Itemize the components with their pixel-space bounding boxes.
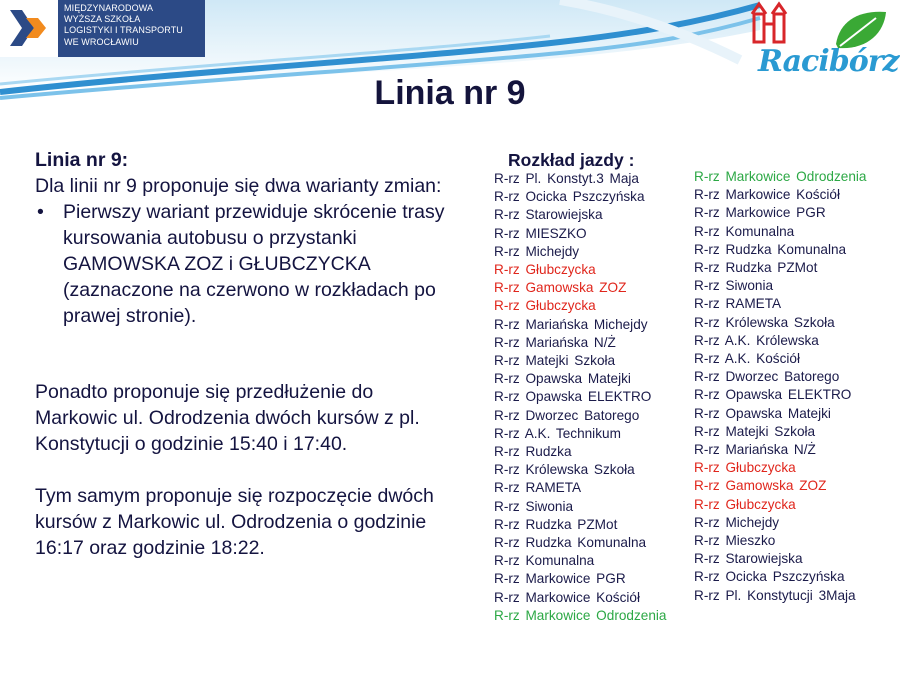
list-item: R-rz Dworzec Batorego (694, 369, 840, 385)
university-line: WYŻSZA SZKOŁA (64, 14, 141, 25)
university-line: WE WROCŁAWIU (64, 36, 139, 47)
list-item: R-rz Starowiejska (694, 551, 803, 567)
list-item: R-rz MIESZKO (494, 225, 587, 241)
list-item: R-rz Opawska ELEKTRO (694, 387, 852, 403)
list-item: R-rz Królewska Szkoła (494, 462, 635, 478)
list-item (35, 199, 455, 329)
list-item: R-rz Starowiejska (494, 207, 603, 223)
university-logo (0, 0, 205, 57)
list-item: R-rz Rudzka (494, 444, 572, 460)
list-item: R-rz Rudzka Komunalna (694, 241, 847, 257)
list-item: R-rz A.K. Królewska (694, 332, 819, 348)
description-intro: Dla linii nr 9 proponuje się dwa warianty zmian: (35, 175, 442, 197)
variant-text: Pierwszy wariant przewiduje skrócenie trasy kursowania autobusu o przystanki GAMOWSKA ZOZ i GŁUBCZYCKA (zaznaczone na czerwono w rozkładach po prawej stronie). (63, 201, 445, 327)
page-title: Linia nr 9 (374, 74, 526, 112)
list-item: R-rz Gamowska ZOZ (694, 478, 827, 494)
list-item: R-rz Głubczycka (494, 298, 596, 314)
city-logo-text: Racibórz (758, 44, 899, 79)
list-item: R-rz Pl. Konstytucji 3Maja (694, 587, 856, 603)
list-item: R-rz Mariańska N/Ż (694, 442, 816, 458)
list-item: R-rz Mariańska Michejdy (494, 316, 648, 332)
list-item: R-rz Głubczycka (694, 496, 796, 512)
list-item: R-rz Markowice Kościół (694, 187, 841, 203)
list-item: R-rz Siwonia (694, 278, 774, 294)
list-item: R-rz Głubczycka (494, 262, 596, 278)
list-item: R-rz Opawska Matejki (694, 405, 831, 421)
list-item: R-rz Opawska Matejki (494, 371, 631, 387)
list-item: R-rz Markowice PGR (494, 571, 626, 587)
list-item: R-rz Mieszko (694, 533, 776, 549)
list-item: R-rz Gamowska ZOZ (494, 280, 627, 296)
list-item: R-rz Rudzka PZMot (694, 260, 818, 276)
list-item: R-rz Dworzec Batorego (494, 407, 640, 423)
list-item: R-rz Markowice Odrodzenia (494, 607, 667, 623)
university-line: LOGISTYKI I TRANSPORTU (64, 25, 183, 36)
list-item: R-rz Ocicka Pszczyńska (694, 569, 845, 585)
university-line: MIĘDZYNARODOWA (64, 3, 154, 13)
variant-list (35, 199, 455, 329)
list-item: R-rz Siwonia (494, 498, 574, 514)
list-item: R-rz Mariańska N/Ż (494, 334, 616, 350)
schedule-column-return (694, 168, 866, 605)
list-item: R-rz Matejki Szkoła (694, 423, 816, 439)
list-item: R-rz Komunalna (694, 223, 795, 239)
list-item: R-rz RAMETA (494, 480, 582, 496)
list-item: R-rz Głubczycka (694, 460, 796, 476)
list-item: R-rz Markowice Kościół (494, 589, 641, 605)
list-item: R-rz Rudzka Komunalna (494, 535, 647, 551)
start-paragraph: Tym samym proponuje się rozpoczęcie dwóch kursów z Markowic ul. Odrodzenia o godzinie 16:17 oraz godzinie 18:22. (35, 485, 434, 559)
schedule-title: Rozkład jazdy : (508, 150, 635, 170)
bullet-icon: • (37, 201, 44, 223)
list-item: R-rz A.K. Kościół (694, 351, 800, 367)
extension-paragraph: Ponadto proponuje się przedłużenie do Markowic ul. Odrodzenia dwóch kursów z pl. Konstytucji o godzinie 15:40 i 17:40. (35, 381, 420, 455)
list-item: R-rz Michejdy (694, 514, 780, 530)
list-item: R-rz Markowice PGR (694, 205, 826, 221)
list-item: R-rz Michejdy (494, 243, 580, 259)
description-subhead: Linia nr 9: (35, 149, 129, 171)
university-name (58, 0, 205, 57)
list-item: R-rz Komunalna (494, 553, 595, 569)
list-item: R-rz RAMETA (694, 296, 782, 312)
list-item: R-rz A.K. Technikum (494, 425, 621, 441)
list-item: R-rz Rudzka PZMot (494, 516, 618, 532)
list-item: R-rz Ocicka Pszczyńska (494, 189, 645, 205)
description-column (35, 147, 455, 561)
schedule-column-outbound (494, 170, 666, 625)
list-item: R-rz Opawska ELEKTRO (494, 389, 652, 405)
list-item: R-rz Pl. Konstyt.3 Maja (494, 171, 639, 186)
list-item: R-rz Markowice Odrodzenia (694, 169, 867, 184)
list-item: R-rz Matejki Szkoła (494, 353, 616, 369)
university-logo-icon (0, 0, 58, 57)
list-item: R-rz Królewska Szkoła (694, 314, 835, 330)
